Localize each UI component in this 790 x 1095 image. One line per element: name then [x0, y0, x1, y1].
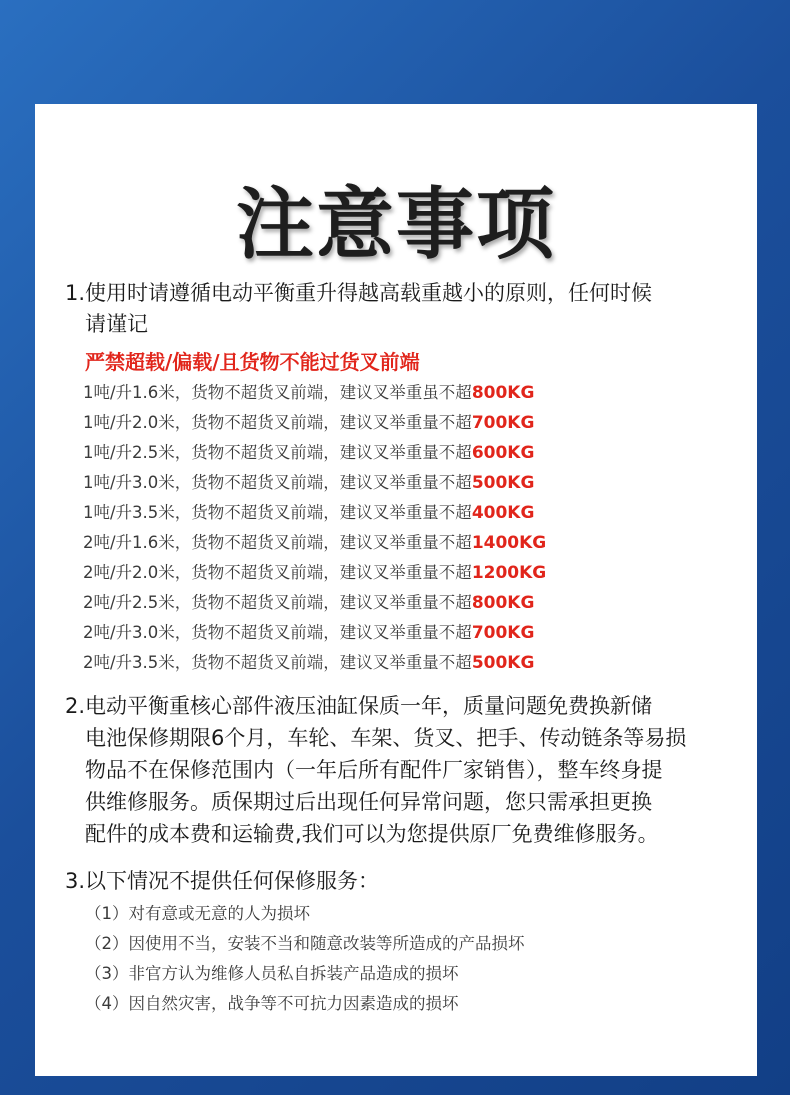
load-rule: 2吨/升3.0米，货物不超货叉前端，建议叉举重量不超700KG	[83, 623, 535, 643]
warranty-paragraph	[65, 690, 737, 850]
load-rule: 2吨/升2.5米，货物不超货叉前端，建议叉举重量不超800KG	[83, 593, 535, 613]
load-limit: 600KG	[471, 443, 535, 463]
warranty-line: 电池保修期限6个月，车轮、车架、货叉、把手、传动链条等易损	[85, 726, 687, 750]
exclusion-item: （2）因使用不当，安装不当和随意改装等所造成的产品损坏	[85, 934, 525, 953]
warranty-line: 供维修服务。质保期过后出现任何异常问题，您只需承担更换	[85, 790, 652, 814]
load-limit: 700KG	[471, 413, 535, 433]
load-rule: 1吨/升2.5米，货物不超货叉前端，建议叉举重量不超600KG	[83, 443, 535, 463]
load-rule: 1吨/升1.6米，货物不超货叉前端，建议叉举重虽不超800KG	[83, 383, 535, 403]
section-1-line-2: 请谨记	[85, 312, 148, 336]
load-limit: 1400KG	[471, 533, 547, 553]
section-1-line-1: 1.使用时请遵循电动平衡重升得越高载重越小的原则，任何时候	[65, 281, 653, 305]
load-rule: 2吨/升3.5米，货物不超货叉前端，建议叉举重量不超500KG	[83, 653, 535, 673]
section-1-heading	[65, 278, 735, 340]
exclusion-item: （1）对有意或无意的人为损坏	[85, 904, 310, 923]
warranty-line: 配件的成本费和运输费,我们可以为您提供原厂免费维修服务。	[85, 822, 659, 846]
load-limit: 500KG	[471, 653, 535, 673]
load-limit: 700KG	[471, 623, 535, 643]
load-limit: 400KG	[471, 503, 535, 523]
load-limit: 500KG	[471, 473, 535, 493]
load-rule: 2吨/升2.0米，货物不超货叉前端，建议叉举重量不超1200KG	[83, 563, 547, 583]
load-rules-list	[83, 378, 723, 678]
exclusion-item: （4）因自然灾害，战争等不可抗力因素造成的损坏	[85, 994, 459, 1013]
load-limit: 1200KG	[471, 563, 547, 583]
section-3-heading: 3.以下情况不提供任何保修服务：	[65, 869, 380, 893]
load-rule: 2吨/升1.6米，货物不超货叉前端，建议叉举重量不超1400KG	[83, 533, 547, 553]
load-rule: 1吨/升3.5米，货物不超货叉前端，建议叉举重量不超400KG	[83, 503, 535, 523]
load-limit: 800KG	[471, 383, 535, 403]
notice-card	[35, 104, 757, 1076]
page-title: 注意事项	[235, 180, 556, 270]
warranty-line: 物品不在保修范围内（一年后所有配件厂家销售），整车终身提	[85, 758, 663, 782]
overload-warning: 严禁超载/偏载/且货物不能过货叉前端	[85, 350, 420, 374]
exclusion-item: （3）非官方认为维修人员私自拆装产品造成的损坏	[85, 964, 459, 983]
load-rule: 1吨/升2.0米，货物不超货叉前端，建议叉举重量不超700KG	[83, 413, 535, 433]
load-rule: 1吨/升3.0米，货物不超货叉前端，建议叉举重量不超500KG	[83, 473, 535, 493]
load-limit: 800KG	[471, 593, 535, 613]
exclusion-list	[85, 899, 525, 1019]
warranty-line: 2.电动平衡重核心部件液压油缸保质一年，质量问题免费换新储	[65, 694, 653, 718]
